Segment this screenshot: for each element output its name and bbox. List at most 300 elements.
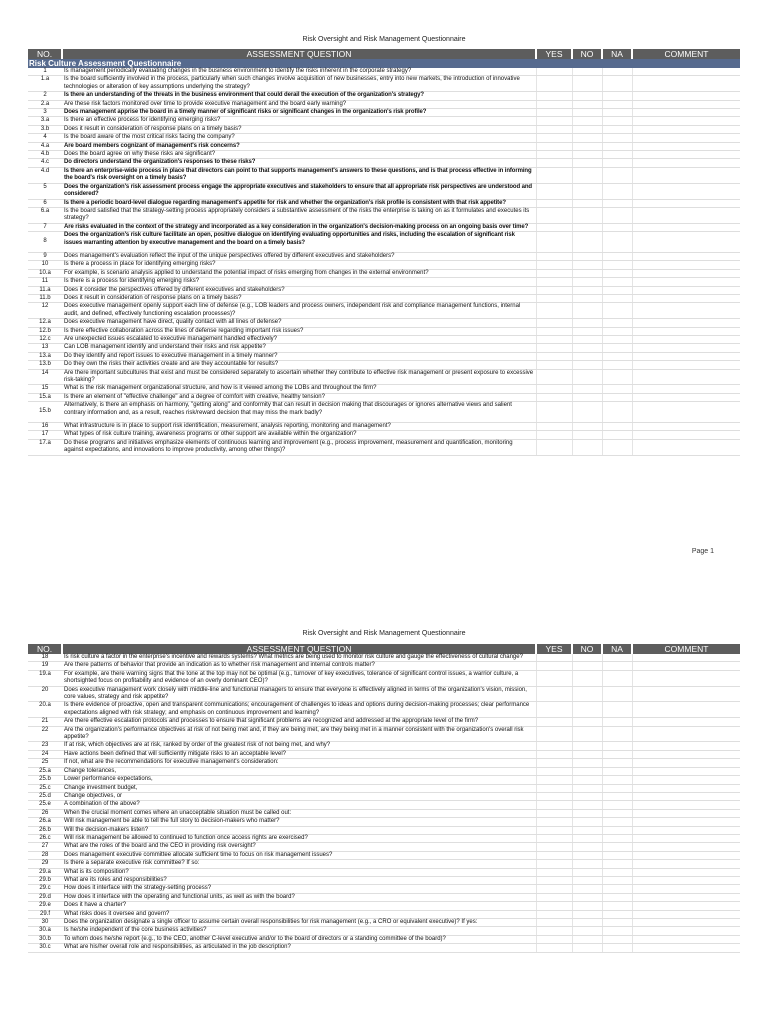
na-cell[interactable] xyxy=(602,92,632,100)
comment-cell[interactable] xyxy=(632,286,740,294)
no-cell[interactable] xyxy=(572,439,602,455)
comment-cell[interactable] xyxy=(632,319,740,327)
table-row xyxy=(28,369,740,385)
comment-cell[interactable] xyxy=(632,100,740,108)
question-text: Are the organization's performance objectives at risk of not being met and, if they are being met, are they being met in a manner consistent with the organization's overall risk appetite? xyxy=(62,726,536,742)
no-cell[interactable] xyxy=(572,686,602,702)
yes-cell[interactable] xyxy=(536,423,572,431)
yes-cell[interactable] xyxy=(536,944,572,952)
comment-cell[interactable] xyxy=(632,385,740,393)
yes-cell[interactable] xyxy=(536,718,572,726)
yes-cell[interactable] xyxy=(536,818,572,826)
na-cell[interactable] xyxy=(602,826,632,834)
header-question: ASSESSMENT QUESTION xyxy=(62,49,536,59)
yes-cell[interactable] xyxy=(536,702,572,718)
na-cell[interactable] xyxy=(602,792,632,800)
na-cell[interactable] xyxy=(602,910,632,918)
comment-cell[interactable] xyxy=(632,423,740,431)
no-cell[interactable] xyxy=(572,885,602,893)
na-cell[interactable] xyxy=(602,117,632,125)
yes-cell[interactable] xyxy=(536,92,572,100)
na-cell[interactable] xyxy=(602,303,632,319)
yes-cell[interactable] xyxy=(536,885,572,893)
na-cell[interactable] xyxy=(602,944,632,952)
na-cell[interactable] xyxy=(602,261,632,269)
na-cell[interactable] xyxy=(602,843,632,851)
comment-cell[interactable] xyxy=(632,125,740,133)
question-number: 6 xyxy=(28,199,62,207)
no-cell[interactable] xyxy=(572,159,602,167)
na-cell[interactable] xyxy=(602,142,632,150)
na-cell[interactable] xyxy=(602,151,632,159)
yes-cell[interactable] xyxy=(536,935,572,943)
no-cell[interactable] xyxy=(572,199,602,207)
comment-cell[interactable] xyxy=(632,431,740,439)
na-cell[interactable] xyxy=(602,654,632,662)
no-cell[interactable] xyxy=(572,910,602,918)
na-cell[interactable] xyxy=(602,336,632,344)
na-cell[interactable] xyxy=(602,352,632,360)
na-cell[interactable] xyxy=(602,686,632,702)
no-cell[interactable] xyxy=(572,232,602,253)
no-cell[interactable] xyxy=(572,167,602,183)
no-cell[interactable] xyxy=(572,261,602,269)
no-cell[interactable] xyxy=(572,718,602,726)
na-cell[interactable] xyxy=(602,199,632,207)
yes-cell[interactable] xyxy=(536,117,572,125)
question-text: Does the organization's risk assessment process engage the appropriate executives and stakeholders to ensure that all appropriate risk perspectives are understood and considered? xyxy=(62,183,536,199)
no-cell[interactable] xyxy=(572,662,602,670)
comment-cell[interactable] xyxy=(632,654,740,662)
yes-cell[interactable] xyxy=(536,167,572,183)
no-cell[interactable] xyxy=(572,860,602,868)
header-question: ASSESSMENT QUESTION xyxy=(62,644,536,654)
yes-cell[interactable] xyxy=(536,385,572,393)
yes-cell[interactable] xyxy=(536,151,572,159)
na-cell[interactable] xyxy=(602,868,632,876)
comment-cell[interactable] xyxy=(632,944,740,952)
no-cell[interactable] xyxy=(572,369,602,385)
comment-cell[interactable] xyxy=(632,76,740,92)
comment-cell[interactable] xyxy=(632,232,740,253)
no-cell[interactable] xyxy=(572,726,602,742)
comment-cell[interactable] xyxy=(632,834,740,842)
comment-cell[interactable] xyxy=(632,910,740,918)
yes-cell[interactable] xyxy=(536,286,572,294)
table-row xyxy=(28,261,740,269)
yes-cell[interactable] xyxy=(536,232,572,253)
no-cell[interactable] xyxy=(572,834,602,842)
comment-cell[interactable] xyxy=(632,767,740,775)
yes-cell[interactable] xyxy=(536,662,572,670)
yes-cell[interactable] xyxy=(536,439,572,455)
no-cell[interactable] xyxy=(572,117,602,125)
na-cell[interactable] xyxy=(602,851,632,859)
comment-cell[interactable] xyxy=(632,117,740,125)
no-cell[interactable] xyxy=(572,792,602,800)
no-cell[interactable] xyxy=(572,818,602,826)
comment-cell[interactable] xyxy=(632,142,740,150)
comment-cell[interactable] xyxy=(632,207,740,223)
no-cell[interactable] xyxy=(572,868,602,876)
comment-cell[interactable] xyxy=(632,776,740,784)
comment-cell[interactable] xyxy=(632,851,740,859)
no-cell[interactable] xyxy=(572,278,602,286)
yes-cell[interactable] xyxy=(536,336,572,344)
questionnaire-table xyxy=(28,644,740,953)
yes-cell[interactable] xyxy=(536,431,572,439)
na-cell[interactable] xyxy=(602,809,632,817)
yes-cell[interactable] xyxy=(536,223,572,231)
table-row xyxy=(28,385,740,393)
comment-cell[interactable] xyxy=(632,183,740,199)
comment-cell[interactable] xyxy=(632,885,740,893)
yes-cell[interactable] xyxy=(536,670,572,686)
na-cell[interactable] xyxy=(602,834,632,842)
na-cell[interactable] xyxy=(602,269,632,277)
comment-cell[interactable] xyxy=(632,702,740,718)
yes-cell[interactable] xyxy=(536,125,572,133)
table-row xyxy=(28,876,740,884)
question-number: 10.a xyxy=(28,269,62,277)
na-cell[interactable] xyxy=(602,109,632,117)
table-row xyxy=(28,851,740,859)
no-cell[interactable] xyxy=(572,68,602,76)
comment-cell[interactable] xyxy=(632,935,740,943)
no-cell[interactable] xyxy=(572,423,602,431)
comment-cell[interactable] xyxy=(632,199,740,207)
comment-cell[interactable] xyxy=(632,759,740,767)
na-cell[interactable] xyxy=(602,232,632,253)
no-cell[interactable] xyxy=(572,902,602,910)
comment-cell[interactable] xyxy=(632,344,740,352)
header-no: NO. xyxy=(28,49,62,59)
yes-cell[interactable] xyxy=(536,860,572,868)
table-row xyxy=(28,662,740,670)
na-cell[interactable] xyxy=(602,750,632,758)
na-cell[interactable] xyxy=(602,860,632,868)
no-cell[interactable] xyxy=(572,319,602,327)
yes-cell[interactable] xyxy=(536,910,572,918)
comment-cell[interactable] xyxy=(632,327,740,335)
na-cell[interactable] xyxy=(602,431,632,439)
comment-cell[interactable] xyxy=(632,860,740,868)
comment-cell[interactable] xyxy=(632,159,740,167)
comment-cell[interactable] xyxy=(632,223,740,231)
na-cell[interactable] xyxy=(602,76,632,92)
yes-cell[interactable] xyxy=(536,686,572,702)
no-cell[interactable] xyxy=(572,100,602,108)
no-cell[interactable] xyxy=(572,151,602,159)
na-cell[interactable] xyxy=(602,294,632,302)
na-cell[interactable] xyxy=(602,670,632,686)
yes-cell[interactable] xyxy=(536,726,572,742)
na-cell[interactable] xyxy=(602,726,632,742)
yes-cell[interactable] xyxy=(536,876,572,884)
comment-cell[interactable] xyxy=(632,801,740,809)
comment-cell[interactable] xyxy=(632,352,740,360)
comment-cell[interactable] xyxy=(632,686,740,702)
na-cell[interactable] xyxy=(602,369,632,385)
na-cell[interactable] xyxy=(602,286,632,294)
comment-cell[interactable] xyxy=(632,662,740,670)
comment-cell[interactable] xyxy=(632,294,740,302)
yes-cell[interactable] xyxy=(536,792,572,800)
yes-cell[interactable] xyxy=(536,654,572,662)
yes-cell[interactable] xyxy=(536,76,572,92)
yes-cell[interactable] xyxy=(536,759,572,767)
comment-cell[interactable] xyxy=(632,109,740,117)
comment-cell[interactable] xyxy=(632,784,740,792)
na-cell[interactable] xyxy=(602,893,632,901)
no-cell[interactable] xyxy=(572,742,602,750)
comment-cell[interactable] xyxy=(632,278,740,286)
yes-cell[interactable] xyxy=(536,776,572,784)
comment-cell[interactable] xyxy=(632,402,740,423)
yes-cell[interactable] xyxy=(536,159,572,167)
comment-cell[interactable] xyxy=(632,134,740,142)
no-cell[interactable] xyxy=(572,919,602,927)
comment-cell[interactable] xyxy=(632,92,740,100)
na-cell[interactable] xyxy=(602,885,632,893)
yes-cell[interactable] xyxy=(536,183,572,199)
na-cell[interactable] xyxy=(602,702,632,718)
yes-cell[interactable] xyxy=(536,109,572,117)
na-cell[interactable] xyxy=(602,125,632,133)
yes-cell[interactable] xyxy=(536,199,572,207)
yes-cell[interactable] xyxy=(536,303,572,319)
na-cell[interactable] xyxy=(602,385,632,393)
no-cell[interactable] xyxy=(572,935,602,943)
na-cell[interactable] xyxy=(602,423,632,431)
yes-cell[interactable] xyxy=(536,919,572,927)
comment-cell[interactable] xyxy=(632,826,740,834)
yes-cell[interactable] xyxy=(536,902,572,910)
yes-cell[interactable] xyxy=(536,927,572,935)
na-cell[interactable] xyxy=(602,252,632,260)
question-text: Do these programs and initiatives emphasize elements of continuous learning and improvement (e.g., process improvement, measurement and quantification, monitoring against expectations, and innovations to improve productivity, among other things)? xyxy=(62,439,536,455)
comment-cell[interactable] xyxy=(632,726,740,742)
no-cell[interactable] xyxy=(572,927,602,935)
na-cell[interactable] xyxy=(602,902,632,910)
no-cell[interactable] xyxy=(572,286,602,294)
no-cell[interactable] xyxy=(572,183,602,199)
yes-cell[interactable] xyxy=(536,68,572,76)
yes-cell[interactable] xyxy=(536,893,572,901)
no-cell[interactable] xyxy=(572,303,602,319)
yes-cell[interactable] xyxy=(536,100,572,108)
na-cell[interactable] xyxy=(602,767,632,775)
comment-cell[interactable] xyxy=(632,792,740,800)
na-cell[interactable] xyxy=(602,167,632,183)
na-cell[interactable] xyxy=(602,662,632,670)
comment-cell[interactable] xyxy=(632,902,740,910)
na-cell[interactable] xyxy=(602,919,632,927)
comment-cell[interactable] xyxy=(632,336,740,344)
comment-cell[interactable] xyxy=(632,750,740,758)
no-cell[interactable] xyxy=(572,851,602,859)
question-text: Is risk culture a factor in the enterprise's incentive and rewards systems? What metrics are being used to monitor risk culture and gauge the effectiveness of cultural change? xyxy=(62,654,536,662)
yes-cell[interactable] xyxy=(536,361,572,369)
na-cell[interactable] xyxy=(602,223,632,231)
na-cell[interactable] xyxy=(602,361,632,369)
na-cell[interactable] xyxy=(602,183,632,199)
na-cell[interactable] xyxy=(602,818,632,826)
no-cell[interactable] xyxy=(572,385,602,393)
na-cell[interactable] xyxy=(602,742,632,750)
no-cell[interactable] xyxy=(572,207,602,223)
yes-cell[interactable] xyxy=(536,843,572,851)
no-cell[interactable] xyxy=(572,944,602,952)
na-cell[interactable] xyxy=(602,393,632,401)
no-cell[interactable] xyxy=(572,876,602,884)
yes-cell[interactable] xyxy=(536,369,572,385)
question-text: How does it interface with the operating and functional units, as well as with the board? xyxy=(62,893,536,901)
comment-cell[interactable] xyxy=(632,439,740,455)
comment-cell[interactable] xyxy=(632,303,740,319)
na-cell[interactable] xyxy=(602,718,632,726)
no-cell[interactable] xyxy=(572,776,602,784)
na-cell[interactable] xyxy=(602,776,632,784)
no-cell[interactable] xyxy=(572,702,602,718)
comment-cell[interactable] xyxy=(632,818,740,826)
comment-cell[interactable] xyxy=(632,843,740,851)
na-cell[interactable] xyxy=(602,159,632,167)
yes-cell[interactable] xyxy=(536,327,572,335)
no-cell[interactable] xyxy=(572,893,602,901)
yes-cell[interactable] xyxy=(536,319,572,327)
no-cell[interactable] xyxy=(572,327,602,335)
no-cell[interactable] xyxy=(572,109,602,117)
no-cell[interactable] xyxy=(572,393,602,401)
comment-cell[interactable] xyxy=(632,742,740,750)
no-cell[interactable] xyxy=(572,336,602,344)
no-cell[interactable] xyxy=(572,843,602,851)
no-cell[interactable] xyxy=(572,826,602,834)
comment-cell[interactable] xyxy=(632,893,740,901)
yes-cell[interactable] xyxy=(536,344,572,352)
yes-cell[interactable] xyxy=(536,393,572,401)
no-cell[interactable] xyxy=(572,134,602,142)
no-cell[interactable] xyxy=(572,801,602,809)
yes-cell[interactable] xyxy=(536,784,572,792)
comment-cell[interactable] xyxy=(632,809,740,817)
yes-cell[interactable] xyxy=(536,142,572,150)
yes-cell[interactable] xyxy=(536,134,572,142)
table-row xyxy=(28,686,740,702)
comment-cell[interactable] xyxy=(632,68,740,76)
yes-cell[interactable] xyxy=(536,252,572,260)
na-cell[interactable] xyxy=(602,402,632,423)
no-cell[interactable] xyxy=(572,750,602,758)
comment-cell[interactable] xyxy=(632,252,740,260)
no-cell[interactable] xyxy=(572,670,602,686)
no-cell[interactable] xyxy=(572,809,602,817)
yes-cell[interactable] xyxy=(536,750,572,758)
yes-cell[interactable] xyxy=(536,809,572,817)
yes-cell[interactable] xyxy=(536,801,572,809)
comment-cell[interactable] xyxy=(632,876,740,884)
yes-cell[interactable] xyxy=(536,294,572,302)
no-cell[interactable] xyxy=(572,125,602,133)
no-cell[interactable] xyxy=(572,352,602,360)
table-row xyxy=(28,303,740,319)
na-cell[interactable] xyxy=(602,134,632,142)
no-cell[interactable] xyxy=(572,269,602,277)
yes-cell[interactable] xyxy=(536,742,572,750)
question-number: 1.a xyxy=(28,76,62,92)
no-cell[interactable] xyxy=(572,223,602,231)
yes-cell[interactable] xyxy=(536,207,572,223)
na-cell[interactable] xyxy=(602,759,632,767)
na-cell[interactable] xyxy=(602,935,632,943)
comment-cell[interactable] xyxy=(632,919,740,927)
yes-cell[interactable] xyxy=(536,269,572,277)
na-cell[interactable] xyxy=(602,801,632,809)
comment-cell[interactable] xyxy=(632,369,740,385)
na-cell[interactable] xyxy=(602,327,632,335)
na-cell[interactable] xyxy=(602,439,632,455)
yes-cell[interactable] xyxy=(536,826,572,834)
yes-cell[interactable] xyxy=(536,402,572,423)
comment-cell[interactable] xyxy=(632,718,740,726)
na-cell[interactable] xyxy=(602,100,632,108)
na-cell[interactable] xyxy=(602,68,632,76)
na-cell[interactable] xyxy=(602,927,632,935)
na-cell[interactable] xyxy=(602,319,632,327)
na-cell[interactable] xyxy=(602,876,632,884)
yes-cell[interactable] xyxy=(536,868,572,876)
comment-cell[interactable] xyxy=(632,151,740,159)
na-cell[interactable] xyxy=(602,207,632,223)
no-cell[interactable] xyxy=(572,431,602,439)
comment-cell[interactable] xyxy=(632,670,740,686)
yes-cell[interactable] xyxy=(536,261,572,269)
no-cell[interactable] xyxy=(572,344,602,352)
comment-cell[interactable] xyxy=(632,361,740,369)
yes-cell[interactable] xyxy=(536,834,572,842)
no-cell[interactable] xyxy=(572,92,602,100)
no-cell[interactable] xyxy=(572,402,602,423)
no-cell[interactable] xyxy=(572,252,602,260)
no-cell[interactable] xyxy=(572,759,602,767)
comment-cell[interactable] xyxy=(632,868,740,876)
no-cell[interactable] xyxy=(572,294,602,302)
yes-cell[interactable] xyxy=(536,352,572,360)
no-cell[interactable] xyxy=(572,784,602,792)
na-cell[interactable] xyxy=(602,278,632,286)
no-cell[interactable] xyxy=(572,76,602,92)
comment-cell[interactable] xyxy=(632,393,740,401)
comment-cell[interactable] xyxy=(632,167,740,183)
yes-cell[interactable] xyxy=(536,278,572,286)
yes-cell[interactable] xyxy=(536,767,572,775)
comment-cell[interactable] xyxy=(632,269,740,277)
comment-cell[interactable] xyxy=(632,261,740,269)
question-text: Alternatively, is there an emphasis on harmony, "getting along" and conformity that can result in decision making that discourages or ignores alternative views and salient contrary information and, as a result, reaches risk/reward decision that may miss the mark badly? xyxy=(62,402,536,423)
table-row xyxy=(28,109,740,117)
no-cell[interactable] xyxy=(572,361,602,369)
no-cell[interactable] xyxy=(572,654,602,662)
no-cell[interactable] xyxy=(572,142,602,150)
table-row xyxy=(28,843,740,851)
question-number: 15.a xyxy=(28,393,62,401)
na-cell[interactable] xyxy=(602,344,632,352)
na-cell[interactable] xyxy=(602,784,632,792)
comment-cell[interactable] xyxy=(632,927,740,935)
yes-cell[interactable] xyxy=(536,851,572,859)
no-cell[interactable] xyxy=(572,767,602,775)
